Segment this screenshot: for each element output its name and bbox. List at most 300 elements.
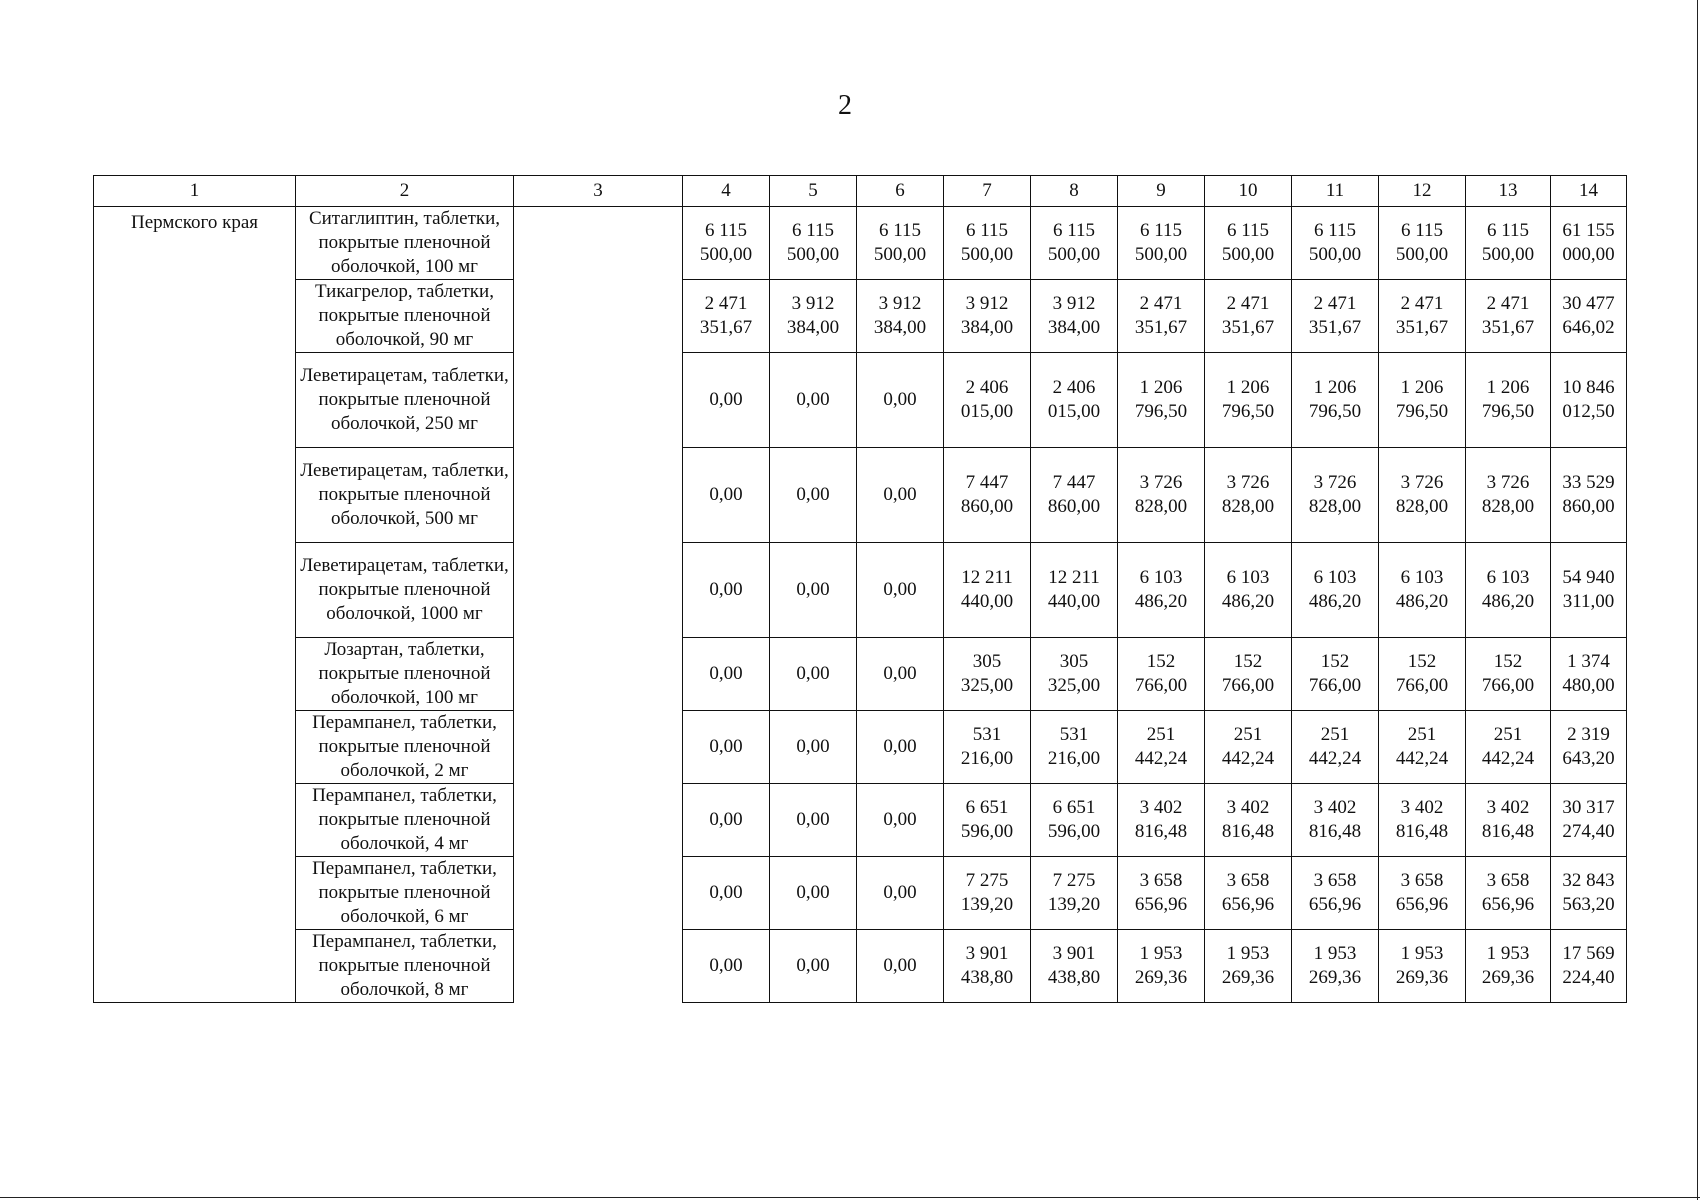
value-line-main: 2 471 — [1226, 293, 1270, 314]
value-cell — [857, 543, 944, 638]
value-line-rest: 596,00 — [1047, 821, 1101, 842]
value-line-main: 3 912 — [1052, 293, 1096, 314]
value-line-main: 3 726 — [1400, 472, 1444, 493]
scan-edge-bottom — [0, 1197, 1700, 1198]
value-cell — [683, 543, 770, 638]
value-line-main: 0,00 — [796, 809, 830, 830]
value-line-rest: 828,00 — [1395, 496, 1449, 517]
value-cell — [1118, 543, 1205, 638]
value-line-main: 7 447 — [1052, 472, 1096, 493]
value-cell — [1379, 784, 1466, 857]
value-line-rest: 816,48 — [1221, 821, 1275, 842]
column-3-cell — [514, 207, 683, 1003]
value-line-main: 3 402 — [1486, 797, 1530, 818]
value-line-rest: 139,20 — [1047, 894, 1101, 915]
value-line-rest: 438,80 — [960, 967, 1014, 988]
value-line-main: 0,00 — [883, 882, 917, 903]
value-line-rest: 442,24 — [1308, 748, 1362, 769]
value-line-main: 3 726 — [1139, 472, 1183, 493]
table-row — [94, 448, 1627, 543]
value-cell — [770, 638, 857, 711]
value-line-rest: 643,20 — [1562, 748, 1615, 769]
value-line-main: 54 940 — [1562, 567, 1615, 588]
value-line-main: 1 206 — [1400, 377, 1444, 398]
column-header-3: 3 — [514, 176, 683, 207]
value-cell — [1466, 857, 1551, 930]
value-line-main: 6 115 — [1313, 220, 1357, 241]
value-cell — [1031, 353, 1118, 448]
value-line-main: 3 726 — [1313, 472, 1357, 493]
value-line-main: 0,00 — [883, 484, 917, 505]
value-line-main: 2 406 — [965, 377, 1009, 398]
value-cell — [944, 857, 1031, 930]
value-line-main: 2 471 — [1313, 293, 1357, 314]
value-line-main: 1 374 — [1567, 651, 1610, 672]
value-cell — [857, 207, 944, 280]
value-line-main: 3 658 — [1486, 870, 1530, 891]
value-line-main: 17 569 — [1562, 943, 1615, 964]
table-row — [94, 638, 1627, 711]
column-header-6: 6 — [857, 176, 944, 207]
value-cell — [1466, 448, 1551, 543]
value-line-main: 6 103 — [1400, 567, 1444, 588]
value-line-rest: 384,00 — [1047, 317, 1101, 338]
value-cell — [770, 353, 857, 448]
value-line-rest: 796,50 — [1481, 401, 1535, 422]
value-line-rest: 796,50 — [1221, 401, 1275, 422]
value-cell — [1466, 543, 1551, 638]
drug-name-cell: Лозартан, таблетки, покрытые пленочной оболочкой, 100 мг — [296, 638, 514, 711]
value-cell — [1379, 638, 1466, 711]
value-line-main: 32 843 — [1562, 870, 1615, 891]
column-header-11: 11 — [1292, 176, 1379, 207]
column-header-2: 2 — [296, 176, 514, 207]
value-cell — [1118, 207, 1205, 280]
value-line-rest: 351,67 — [1395, 317, 1449, 338]
value-cell — [770, 711, 857, 784]
value-line-main: 6 115 — [1226, 220, 1270, 241]
value-line-rest: 500,00 — [873, 244, 927, 265]
value-cell — [944, 207, 1031, 280]
value-cell — [1205, 207, 1292, 280]
value-cell — [1205, 280, 1292, 353]
value-cell — [1379, 930, 1466, 1003]
value-cell — [1379, 353, 1466, 448]
value-line-main: 3 402 — [1313, 797, 1357, 818]
value-line-main: 2 471 — [1400, 293, 1444, 314]
value-line-rest: 351,67 — [1221, 317, 1275, 338]
value-line-main: 6 103 — [1313, 567, 1357, 588]
value-cell — [944, 638, 1031, 711]
table-row — [94, 711, 1627, 784]
value-cell — [1031, 857, 1118, 930]
value-line-rest: 486,20 — [1395, 591, 1449, 612]
value-cell — [1118, 784, 1205, 857]
value-line-main: 3 912 — [791, 293, 835, 314]
value-line-main: 305 — [972, 651, 1002, 672]
value-line-rest: 269,36 — [1308, 967, 1362, 988]
value-line-main: 1 953 — [1139, 943, 1183, 964]
value-line-rest: 274,40 — [1562, 821, 1615, 842]
column-header-14: 14 — [1551, 176, 1627, 207]
value-cell — [857, 448, 944, 543]
column-header-4: 4 — [683, 176, 770, 207]
value-cell — [1551, 930, 1627, 1003]
column-header-13: 13 — [1466, 176, 1551, 207]
value-line-rest: 012,50 — [1562, 401, 1615, 422]
value-line-main: 7 447 — [965, 472, 1009, 493]
region-cell: Пермского края — [94, 207, 296, 1003]
value-line-main: 152 — [1320, 651, 1350, 672]
value-cell — [683, 638, 770, 711]
value-cell — [1466, 207, 1551, 280]
value-line-main: 12 211 — [1048, 567, 1100, 588]
value-line-main: 30 477 — [1562, 293, 1615, 314]
value-line-rest: 860,00 — [960, 496, 1014, 517]
value-cell — [944, 930, 1031, 1003]
drug-name-cell: Перампанел, таблетки, покрытые пленочной оболочкой, 6 мг — [296, 857, 514, 930]
value-line-rest: 766,00 — [1134, 675, 1188, 696]
value-line-main: 1 953 — [1313, 943, 1357, 964]
value-cell — [1292, 638, 1379, 711]
value-cell — [1292, 448, 1379, 543]
value-line-rest: 325,00 — [1047, 675, 1101, 696]
value-cell — [1205, 711, 1292, 784]
value-line-main: 0,00 — [883, 389, 917, 410]
value-line-rest: 766,00 — [1395, 675, 1449, 696]
value-line-main: 33 529 — [1562, 472, 1615, 493]
value-cell — [1031, 930, 1118, 1003]
value-line-rest: 311,00 — [1562, 591, 1615, 612]
value-cell — [683, 207, 770, 280]
value-line-main: 0,00 — [796, 579, 830, 600]
value-cell — [770, 207, 857, 280]
value-line-rest: 656,96 — [1221, 894, 1275, 915]
value-line-main: 0,00 — [796, 484, 830, 505]
value-line-rest: 860,00 — [1562, 496, 1615, 517]
value-line-rest: 500,00 — [1395, 244, 1449, 265]
value-line-main: 3 726 — [1486, 472, 1530, 493]
value-line-rest: 269,36 — [1134, 967, 1188, 988]
value-cell — [1551, 711, 1627, 784]
value-cell — [1551, 857, 1627, 930]
value-cell — [857, 857, 944, 930]
value-line-main: 3 912 — [878, 293, 922, 314]
value-line-main: 251 — [1493, 724, 1523, 745]
value-cell — [1379, 280, 1466, 353]
value-cell — [1031, 638, 1118, 711]
value-cell — [1205, 857, 1292, 930]
value-line-rest: 351,67 — [1134, 317, 1188, 338]
value-line-main: 0,00 — [709, 736, 743, 757]
value-line-main: 1 206 — [1139, 377, 1183, 398]
value-cell — [944, 711, 1031, 784]
value-cell — [1551, 543, 1627, 638]
value-line-rest: 269,36 — [1221, 967, 1275, 988]
value-line-rest: 656,96 — [1481, 894, 1535, 915]
value-line-rest: 442,24 — [1481, 748, 1535, 769]
value-line-main: 1 953 — [1226, 943, 1270, 964]
page-number: 2 — [838, 90, 852, 121]
value-line-main: 1 953 — [1400, 943, 1444, 964]
value-line-rest: 596,00 — [960, 821, 1014, 842]
value-line-rest: 796,50 — [1308, 401, 1362, 422]
value-line-rest: 000,00 — [1562, 244, 1615, 265]
value-cell — [1379, 543, 1466, 638]
value-line-main: 1 206 — [1226, 377, 1270, 398]
value-line-rest: 486,20 — [1221, 591, 1275, 612]
value-line-main: 6 115 — [1052, 220, 1096, 241]
value-line-main: 0,00 — [796, 955, 830, 976]
value-line-main: 6 651 — [1052, 797, 1096, 818]
value-cell — [1466, 711, 1551, 784]
value-line-main: 0,00 — [709, 579, 743, 600]
value-cell — [857, 930, 944, 1003]
value-line-rest: 015,00 — [960, 401, 1014, 422]
value-line-rest: 486,20 — [1481, 591, 1535, 612]
value-cell — [1031, 280, 1118, 353]
value-line-main: 152 — [1233, 651, 1263, 672]
value-line-rest: 442,24 — [1134, 748, 1188, 769]
column-header-12: 12 — [1379, 176, 1466, 207]
column-header-5: 5 — [770, 176, 857, 207]
value-line-rest: 440,00 — [1047, 591, 1101, 612]
value-line-rest: 351,67 — [699, 317, 753, 338]
value-line-rest: 351,67 — [1481, 317, 1535, 338]
value-line-main: 1 953 — [1486, 943, 1530, 964]
value-line-rest: 828,00 — [1221, 496, 1275, 517]
value-line-main: 531 — [972, 724, 1002, 745]
value-line-main: 6 115 — [1400, 220, 1444, 241]
value-cell — [1292, 280, 1379, 353]
drug-name-cell: Перампанел, таблетки, покрытые пленочной оболочкой, 4 мг — [296, 784, 514, 857]
header-row — [94, 176, 1627, 207]
value-cell — [1379, 711, 1466, 784]
value-cell — [1118, 930, 1205, 1003]
value-line-rest: 486,20 — [1134, 591, 1188, 612]
value-line-rest: 438,80 — [1047, 967, 1101, 988]
value-cell — [770, 857, 857, 930]
value-cell — [1292, 784, 1379, 857]
value-line-rest: 500,00 — [1481, 244, 1535, 265]
value-line-main: 1 206 — [1313, 377, 1357, 398]
value-cell — [683, 711, 770, 784]
value-cell — [857, 638, 944, 711]
value-line-main: 0,00 — [709, 882, 743, 903]
value-line-rest: 440,00 — [960, 591, 1014, 612]
value-line-main: 152 — [1146, 651, 1176, 672]
value-cell — [1292, 930, 1379, 1003]
table-row — [94, 543, 1627, 638]
value-cell — [1466, 930, 1551, 1003]
drug-name-cell: Леветирацетам, таблетки, покрытые пленочной оболочкой, 250 мг — [296, 353, 514, 448]
value-line-rest: 860,00 — [1047, 496, 1101, 517]
value-line-main: 251 — [1146, 724, 1176, 745]
value-cell — [1031, 448, 1118, 543]
scan-edge-right — [1697, 0, 1698, 1200]
value-cell — [1118, 353, 1205, 448]
value-line-main: 0,00 — [709, 955, 743, 976]
table-row — [94, 930, 1627, 1003]
value-cell — [1466, 353, 1551, 448]
value-cell — [1205, 784, 1292, 857]
value-cell — [857, 353, 944, 448]
value-cell — [1118, 280, 1205, 353]
value-line-main: 2 471 — [704, 293, 748, 314]
value-line-rest: 656,96 — [1395, 894, 1449, 915]
value-line-rest: 269,36 — [1481, 967, 1535, 988]
value-line-main: 6 103 — [1486, 567, 1530, 588]
value-line-rest: 325,00 — [960, 675, 1014, 696]
value-line-rest: 442,24 — [1221, 748, 1275, 769]
value-line-rest: 442,24 — [1395, 748, 1449, 769]
value-cell — [1118, 638, 1205, 711]
value-cell — [1292, 857, 1379, 930]
value-cell — [1292, 207, 1379, 280]
value-line-main: 2 406 — [1052, 377, 1096, 398]
value-line-main: 7 275 — [965, 870, 1009, 891]
value-cell — [1466, 280, 1551, 353]
value-cell — [683, 784, 770, 857]
value-line-main: 3 658 — [1313, 870, 1357, 891]
value-cell — [1031, 784, 1118, 857]
value-cell — [1205, 930, 1292, 1003]
value-line-rest: 828,00 — [1308, 496, 1362, 517]
table-row — [94, 353, 1627, 448]
value-line-rest: 216,00 — [960, 748, 1014, 769]
value-line-main: 0,00 — [883, 955, 917, 976]
value-line-main: 251 — [1320, 724, 1350, 745]
value-cell — [1379, 857, 1466, 930]
value-cell — [1205, 353, 1292, 448]
table-body — [94, 207, 1627, 1003]
value-line-main: 6 103 — [1139, 567, 1183, 588]
value-cell — [1466, 638, 1551, 711]
value-line-main: 152 — [1493, 651, 1523, 672]
value-line-main: 0,00 — [796, 736, 830, 757]
value-line-rest: 384,00 — [873, 317, 927, 338]
value-cell — [1551, 353, 1627, 448]
column-header-10: 10 — [1205, 176, 1292, 207]
value-line-rest: 500,00 — [1047, 244, 1101, 265]
value-line-rest: 351,67 — [1308, 317, 1362, 338]
value-line-rest: 766,00 — [1308, 675, 1362, 696]
value-cell — [683, 280, 770, 353]
value-line-main: 6 115 — [1139, 220, 1183, 241]
value-line-main: 0,00 — [709, 809, 743, 830]
value-line-main: 6 115 — [791, 220, 835, 241]
value-cell — [1466, 784, 1551, 857]
value-cell — [1551, 638, 1627, 711]
value-line-main: 0,00 — [796, 663, 830, 684]
value-cell — [1551, 784, 1627, 857]
value-line-main: 3 658 — [1400, 870, 1444, 891]
drug-name-cell: Леветирацетам, таблетки, покрытые пленочной оболочкой, 1000 мг — [296, 543, 514, 638]
value-line-main: 1 206 — [1486, 377, 1530, 398]
value-line-main: 3 402 — [1226, 797, 1270, 818]
value-line-main: 0,00 — [709, 389, 743, 410]
value-line-main: 0,00 — [709, 484, 743, 505]
value-cell — [1551, 207, 1627, 280]
value-line-main: 3 658 — [1226, 870, 1270, 891]
value-line-main: 305 — [1059, 651, 1089, 672]
value-line-rest: 766,00 — [1221, 675, 1275, 696]
column-header-7: 7 — [944, 176, 1031, 207]
column-header-9: 9 — [1118, 176, 1205, 207]
value-line-rest: 816,48 — [1308, 821, 1362, 842]
value-line-main: 3 402 — [1400, 797, 1444, 818]
value-cell — [857, 280, 944, 353]
value-cell — [770, 930, 857, 1003]
value-line-rest: 500,00 — [1221, 244, 1275, 265]
value-line-rest: 828,00 — [1134, 496, 1188, 517]
value-line-main: 10 846 — [1562, 377, 1615, 398]
value-line-main: 6 651 — [965, 797, 1009, 818]
value-cell — [770, 543, 857, 638]
value-line-main: 6 115 — [704, 220, 748, 241]
value-line-rest: 384,00 — [960, 317, 1014, 338]
value-line-rest: 796,50 — [1395, 401, 1449, 422]
column-header-1: 1 — [94, 176, 296, 207]
value-line-main: 61 155 — [1562, 220, 1615, 241]
value-line-main: 2 471 — [1486, 293, 1530, 314]
value-line-rest: 216,00 — [1047, 748, 1101, 769]
value-line-rest: 563,20 — [1562, 894, 1615, 915]
value-line-rest: 139,20 — [960, 894, 1014, 915]
table-row — [94, 784, 1627, 857]
value-line-rest: 646,02 — [1562, 317, 1615, 338]
value-line-main: 3 658 — [1139, 870, 1183, 891]
value-cell — [1205, 448, 1292, 543]
drug-name-cell: Ситаглиптин, таблетки, покрытые пленочной оболочкой, 100 мг — [296, 207, 514, 280]
drug-name-cell: Перампанел, таблетки, покрытые пленочной оболочкой, 2 мг — [296, 711, 514, 784]
value-cell — [1292, 543, 1379, 638]
value-cell — [1205, 638, 1292, 711]
value-line-rest: 656,96 — [1308, 894, 1362, 915]
value-cell — [770, 448, 857, 543]
table-row — [94, 857, 1627, 930]
value-line-main: 6 115 — [878, 220, 922, 241]
value-cell — [770, 784, 857, 857]
value-line-main: 30 317 — [1562, 797, 1615, 818]
value-line-main: 3 901 — [1052, 943, 1096, 964]
value-line-main: 12 211 — [961, 567, 1013, 588]
drug-name-cell: Леветирацетам, таблетки, покрытые пленочной оболочкой, 500 мг — [296, 448, 514, 543]
value-line-main: 0,00 — [796, 882, 830, 903]
value-cell — [770, 280, 857, 353]
value-line-main: 0,00 — [709, 663, 743, 684]
value-line-rest: 500,00 — [960, 244, 1014, 265]
value-line-rest: 480,00 — [1562, 675, 1615, 696]
value-line-rest: 766,00 — [1481, 675, 1535, 696]
value-cell — [857, 784, 944, 857]
value-line-rest: 656,96 — [1134, 894, 1188, 915]
value-line-main: 531 — [1059, 724, 1089, 745]
value-cell — [1379, 448, 1466, 543]
value-cell — [1118, 857, 1205, 930]
value-cell — [944, 784, 1031, 857]
value-line-main: 6 115 — [965, 220, 1009, 241]
value-cell — [857, 711, 944, 784]
value-line-main: 3 726 — [1226, 472, 1270, 493]
value-cell — [1551, 448, 1627, 543]
value-cell — [1292, 353, 1379, 448]
value-cell — [683, 930, 770, 1003]
value-line-rest: 816,48 — [1134, 821, 1188, 842]
value-line-main: 0,00 — [883, 663, 917, 684]
value-cell — [1205, 543, 1292, 638]
value-cell — [1031, 711, 1118, 784]
